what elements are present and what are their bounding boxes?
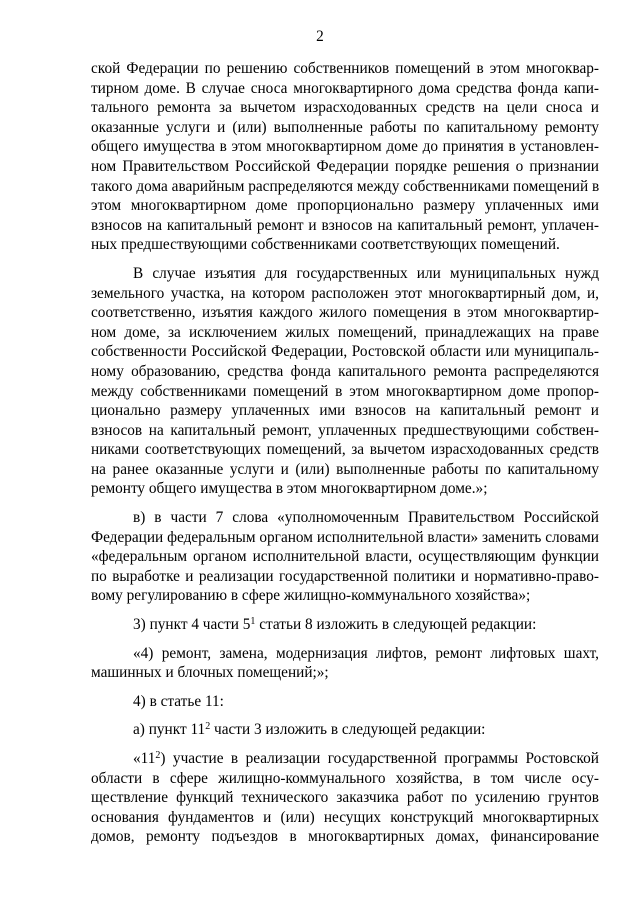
text-line: ному образованию, средства фонда капитального ремонта распределяются — [91, 362, 599, 380]
text-line: ремонту общего имущества в этом многоквартирном доме.»; — [91, 480, 488, 498]
text-line: «федеральным органом исполнительной власти, осуществляющим функции — [91, 548, 599, 566]
page-number: 2 — [316, 28, 324, 45]
text-line — [91, 615, 599, 635]
text-line: никами соответствующих помещений, за вычетом израсходованных средств — [91, 441, 599, 459]
text-line: Федерации федеральным органом исполнительной власти» заменить словами — [91, 528, 599, 546]
text-line: взносов на капитальный ремонт и взносов на капитальный ремонт, уплачен- — [91, 216, 599, 234]
text-line: на ранее оказанные услуги и (или) выполненные работы по капитальному — [91, 460, 599, 478]
text-line: земельного участка, на котором расположен этот многоквартирный дом, и, — [91, 284, 599, 302]
text-line: общего имущества в этом многоквартирном доме до принятия в установлен- — [91, 138, 599, 156]
superscript: 2 — [205, 721, 211, 733]
text-line: В случае изъятия для государственных или муниципальных нужд — [133, 264, 599, 282]
text-line: тального ремонта за вычетом израсходованных средств на цели сноса и — [91, 99, 599, 117]
text-line: оказанные услуги и (или) выполненные работы по капитальному ремонту — [91, 118, 599, 136]
text-line: вому регулированию в сфере жилищно-коммунального хозяйства»; — [91, 587, 531, 605]
text-line: ской Федерации по решению собственников помещений в этом многоквар- — [91, 60, 599, 77]
superscript: 2 — [155, 750, 161, 761]
text-line: ном доме, за исключением жилых помещений, принадлежащих на праве — [91, 323, 599, 341]
text-fragment: части 3 изложить в следующей редакции: — [210, 721, 486, 739]
text-line: этом многоквартирном доме пропорционально размеру уплаченных ими — [91, 197, 599, 215]
text-fragment: ) участие в реализации государственной программы Ростовской — [160, 750, 599, 767]
text-line: 4) в статье 11: — [133, 692, 224, 710]
text-line: собственности Российской Федерации, Ростовской области или муниципаль- — [91, 343, 599, 361]
text-fragment: статьи 8 изложить в следующей редакции: — [255, 616, 537, 634]
text-line: «4) ремонт, замена, модернизация лифтов, ремонт лифтовых шахт, — [133, 644, 599, 662]
text-line — [91, 749, 599, 769]
text-fragment: «11 — [133, 750, 156, 767]
text-line: по выработке и реализации государственной политики и нормативно-право- — [91, 567, 599, 585]
text-line: ных предшествующими собственниками соответствующих помещений. — [91, 236, 560, 254]
text-line: в) в части 7 слова «уполномоченным Правительством Российской — [133, 509, 599, 527]
text-line: машинных и блочных помещений;»; — [91, 664, 329, 682]
text-line: ном Правительством Российской Федерации порядке решения о признании — [91, 157, 599, 175]
text-fragment: а) пункт 11 — [133, 721, 206, 739]
text-line: взносов на капитальный ремонт, уплаченных предшествующими собствен- — [91, 421, 599, 439]
text-fragment: 3) пункт 4 части 5 — [133, 616, 251, 634]
text-line: такого дома аварийным распределяются между собственниками помещений в — [91, 177, 600, 195]
text-line: области в сфере жилищно-коммунального хозяйства, в том числе осу- — [91, 769, 599, 787]
document-body — [91, 59, 599, 847]
text-line: основания фундаментов и (или) несущих конструкций многоквартирных — [91, 808, 599, 826]
text-line: тирном доме. В случае сноса многоквартирного дома средства фонда капи- — [91, 79, 599, 97]
text-line: ществление функций технического заказчика работ по усилению грунтов — [91, 789, 599, 807]
text-line: домов, ремонту подъездов в многоквартирных домах, финансирование — [91, 828, 599, 846]
text-line: между собственниками помещений в этом многоквартирном доме пропор- — [91, 382, 599, 400]
text-line: соответственно, изъятия каждого жилого помещения в этом многоквартир- — [91, 304, 599, 322]
text-line — [91, 720, 599, 740]
superscript: 1 — [250, 616, 256, 628]
text-line: ционально размеру уплаченных ими взносов на капитальный ремонт и — [91, 402, 599, 420]
